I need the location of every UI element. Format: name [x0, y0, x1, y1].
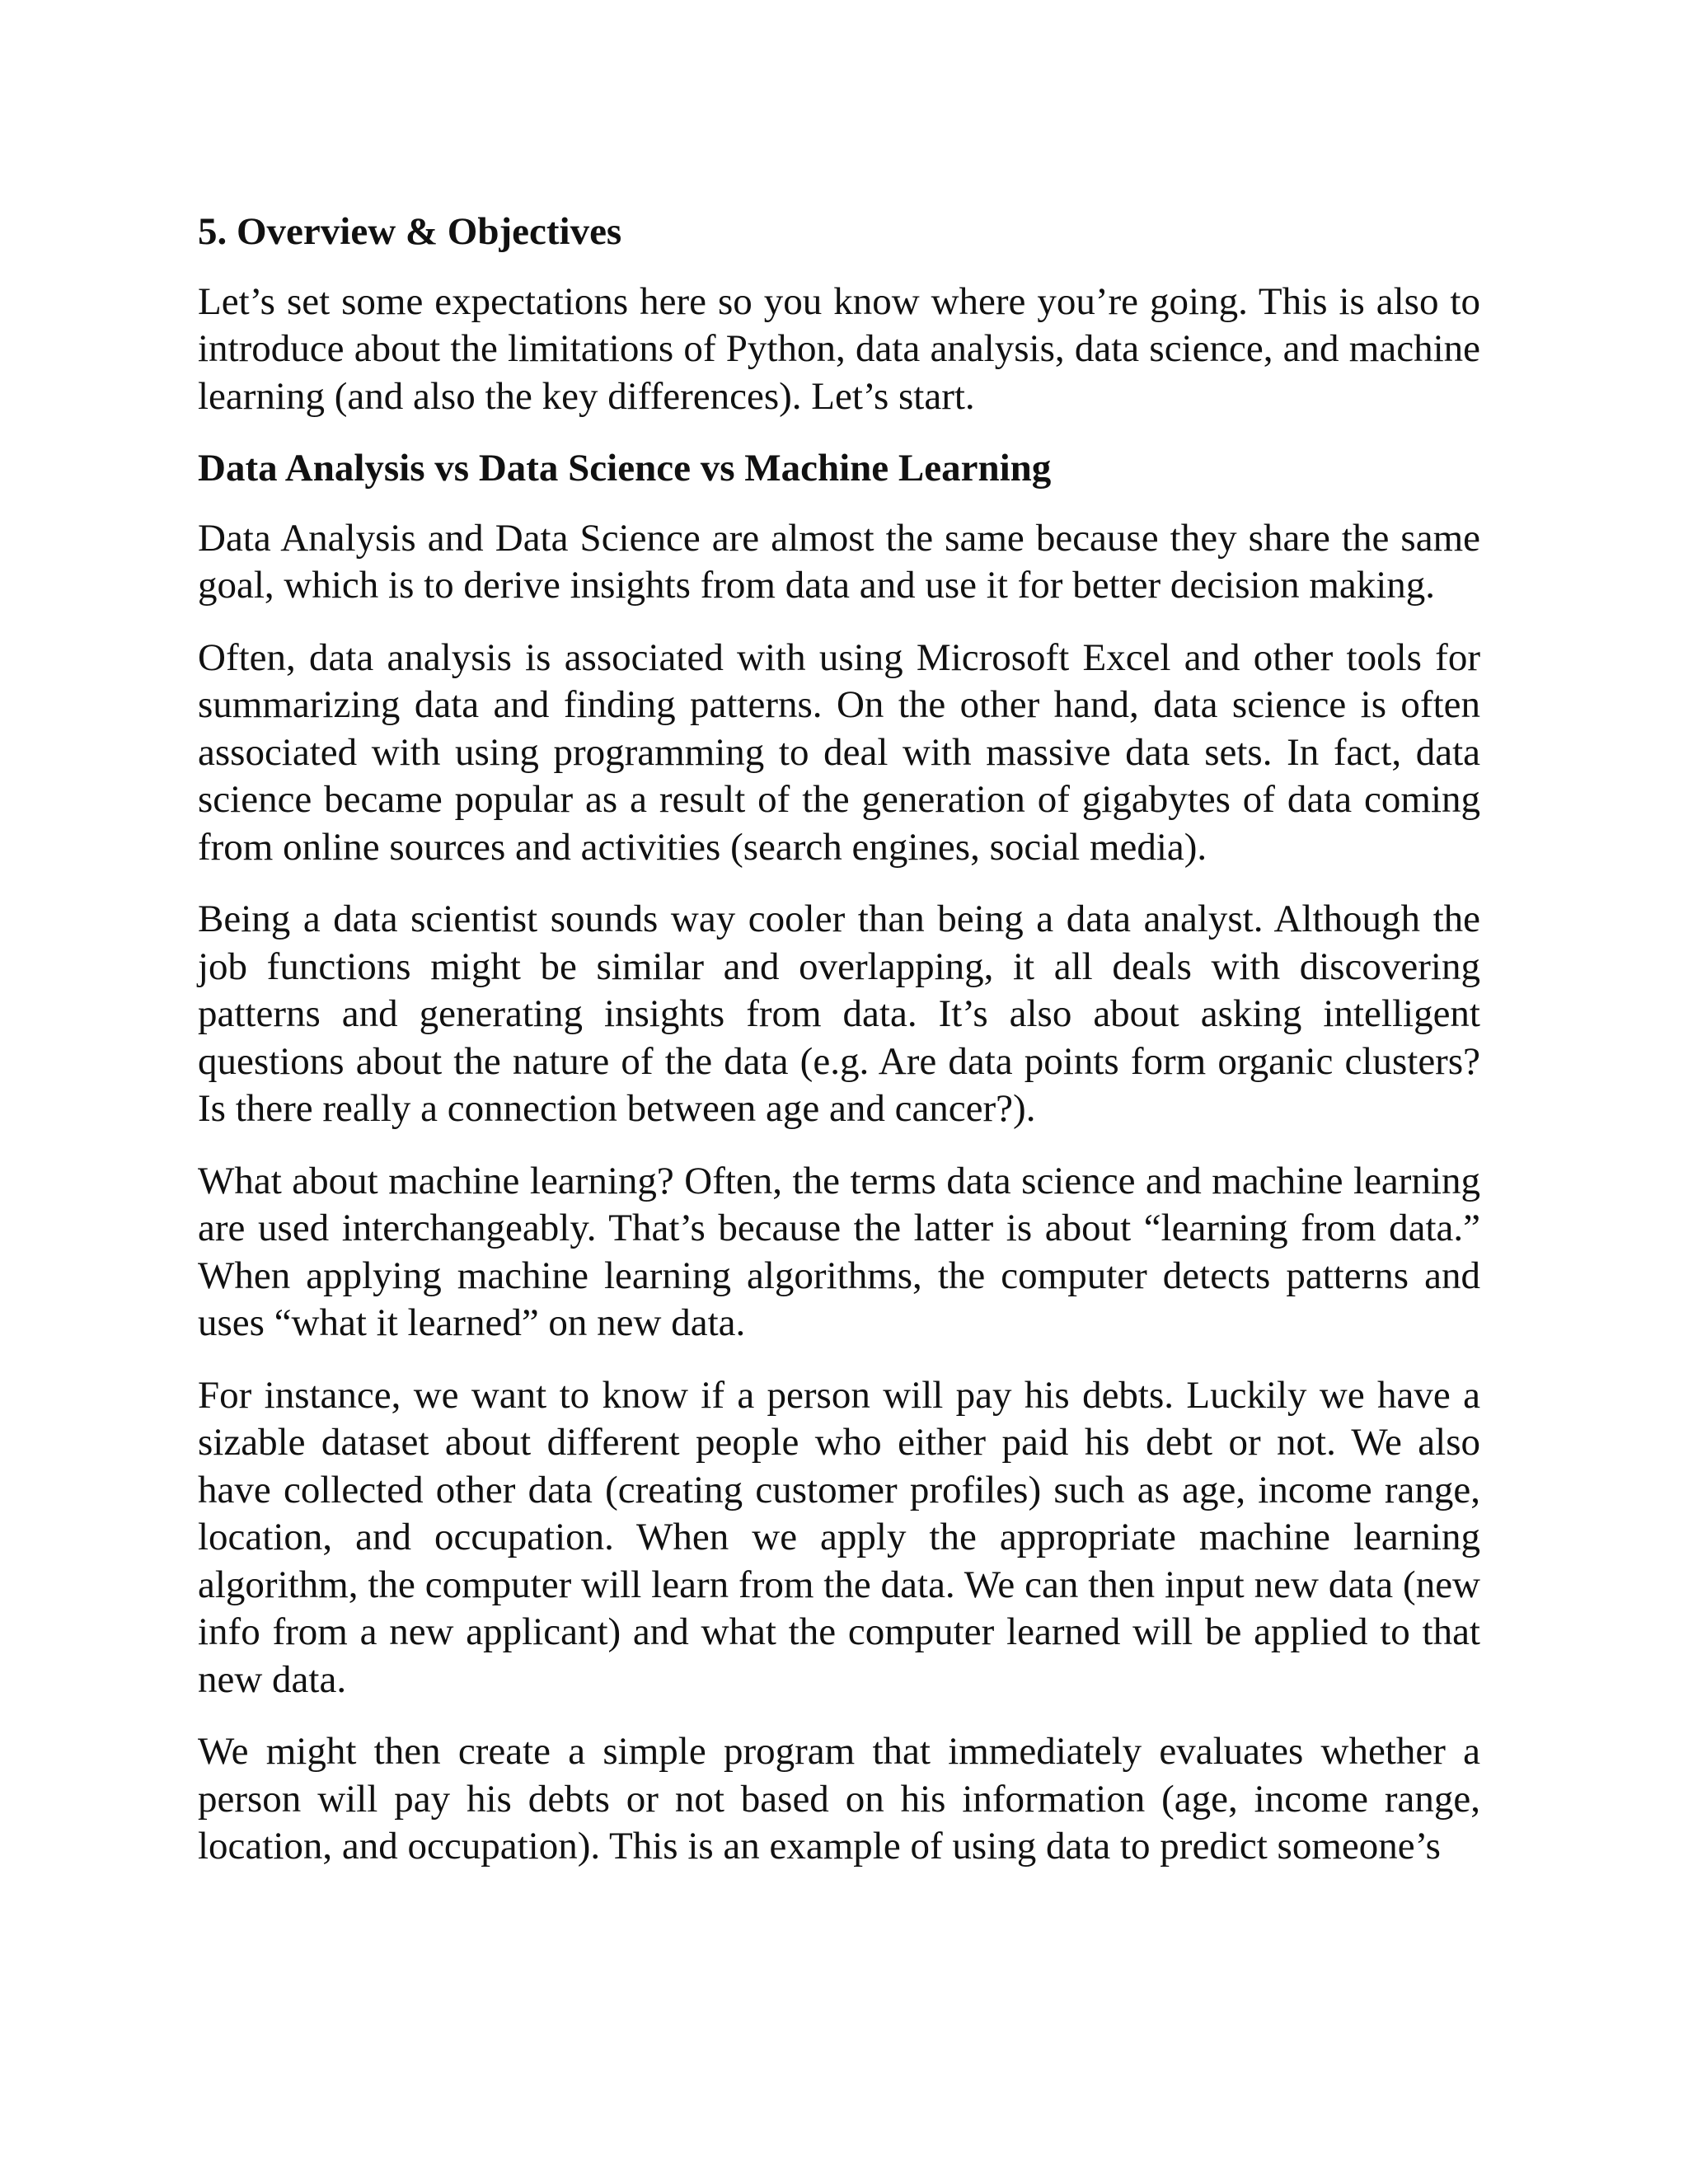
- intro-paragraph: Let’s set some expectations here so you know where you’re going. This is also to introduce about the limitations of Python, data analysis, data science, and machine learning (and also the key differences). Let’s start.: [198, 279, 1480, 418]
- body-paragraph-5: For instance, we want to know if a person will pay his debts. Luckily we have a sizable dataset about different people who either paid his debt or not. We also have collected other data (creating customer profiles) such as age, income range, location, and occupation. When we apply the appropriate machine learning algorithm, the computer will learn from the data. We can then input new data (new info from a new applicant) and what the computer learned will be applied to that new data.: [198, 1373, 1480, 1701]
- section-heading: 5. Overview & Objectives: [198, 210, 622, 253]
- body-paragraph-2: Often, data analysis is associated with using Microsoft Excel and other tools for summarizing data and finding patterns. On the other hand, data science is often associated with using programming to deal with massive data sets. In fact, data science became popular as a result of the generation of gigabytes of data coming from online sources and activities (search engines, social media).: [198, 635, 1480, 869]
- subheading: Data Analysis vs Data Science vs Machine Learning: [198, 447, 1052, 490]
- body-paragraph-1: Data Analysis and Data Science are almost the same because they share the same goal, which is to derive insights from data and use it for better decision making.: [198, 516, 1480, 607]
- body-paragraph-3: Being a data scientist sounds way cooler than being a data analyst. Although the job functions might be similar and overlapping, it all deals with discovering patterns and generating insights from data. It’s also about asking intelligent questions about the nature of the data (e.g. Are data points form organic clusters? Is there really a connection between age and cancer?).: [198, 898, 1480, 1130]
- body-paragraph-6: We might then create a simple program that immediately evaluates whether a person will pay his debts or not based on his information (age, income range, location, and occupation). This is an example of using data to predict someone’s: [198, 1730, 1480, 1868]
- document-page: [198, 209, 1480, 1871]
- body-paragraph-4: What about machine learning? Often, the terms data science and machine learning are used interchangeably. That’s because the latter is about “learning from data.” When applying machine learning algorithms, the computer detects patterns and uses “what it learned” on new data.: [198, 1159, 1480, 1344]
